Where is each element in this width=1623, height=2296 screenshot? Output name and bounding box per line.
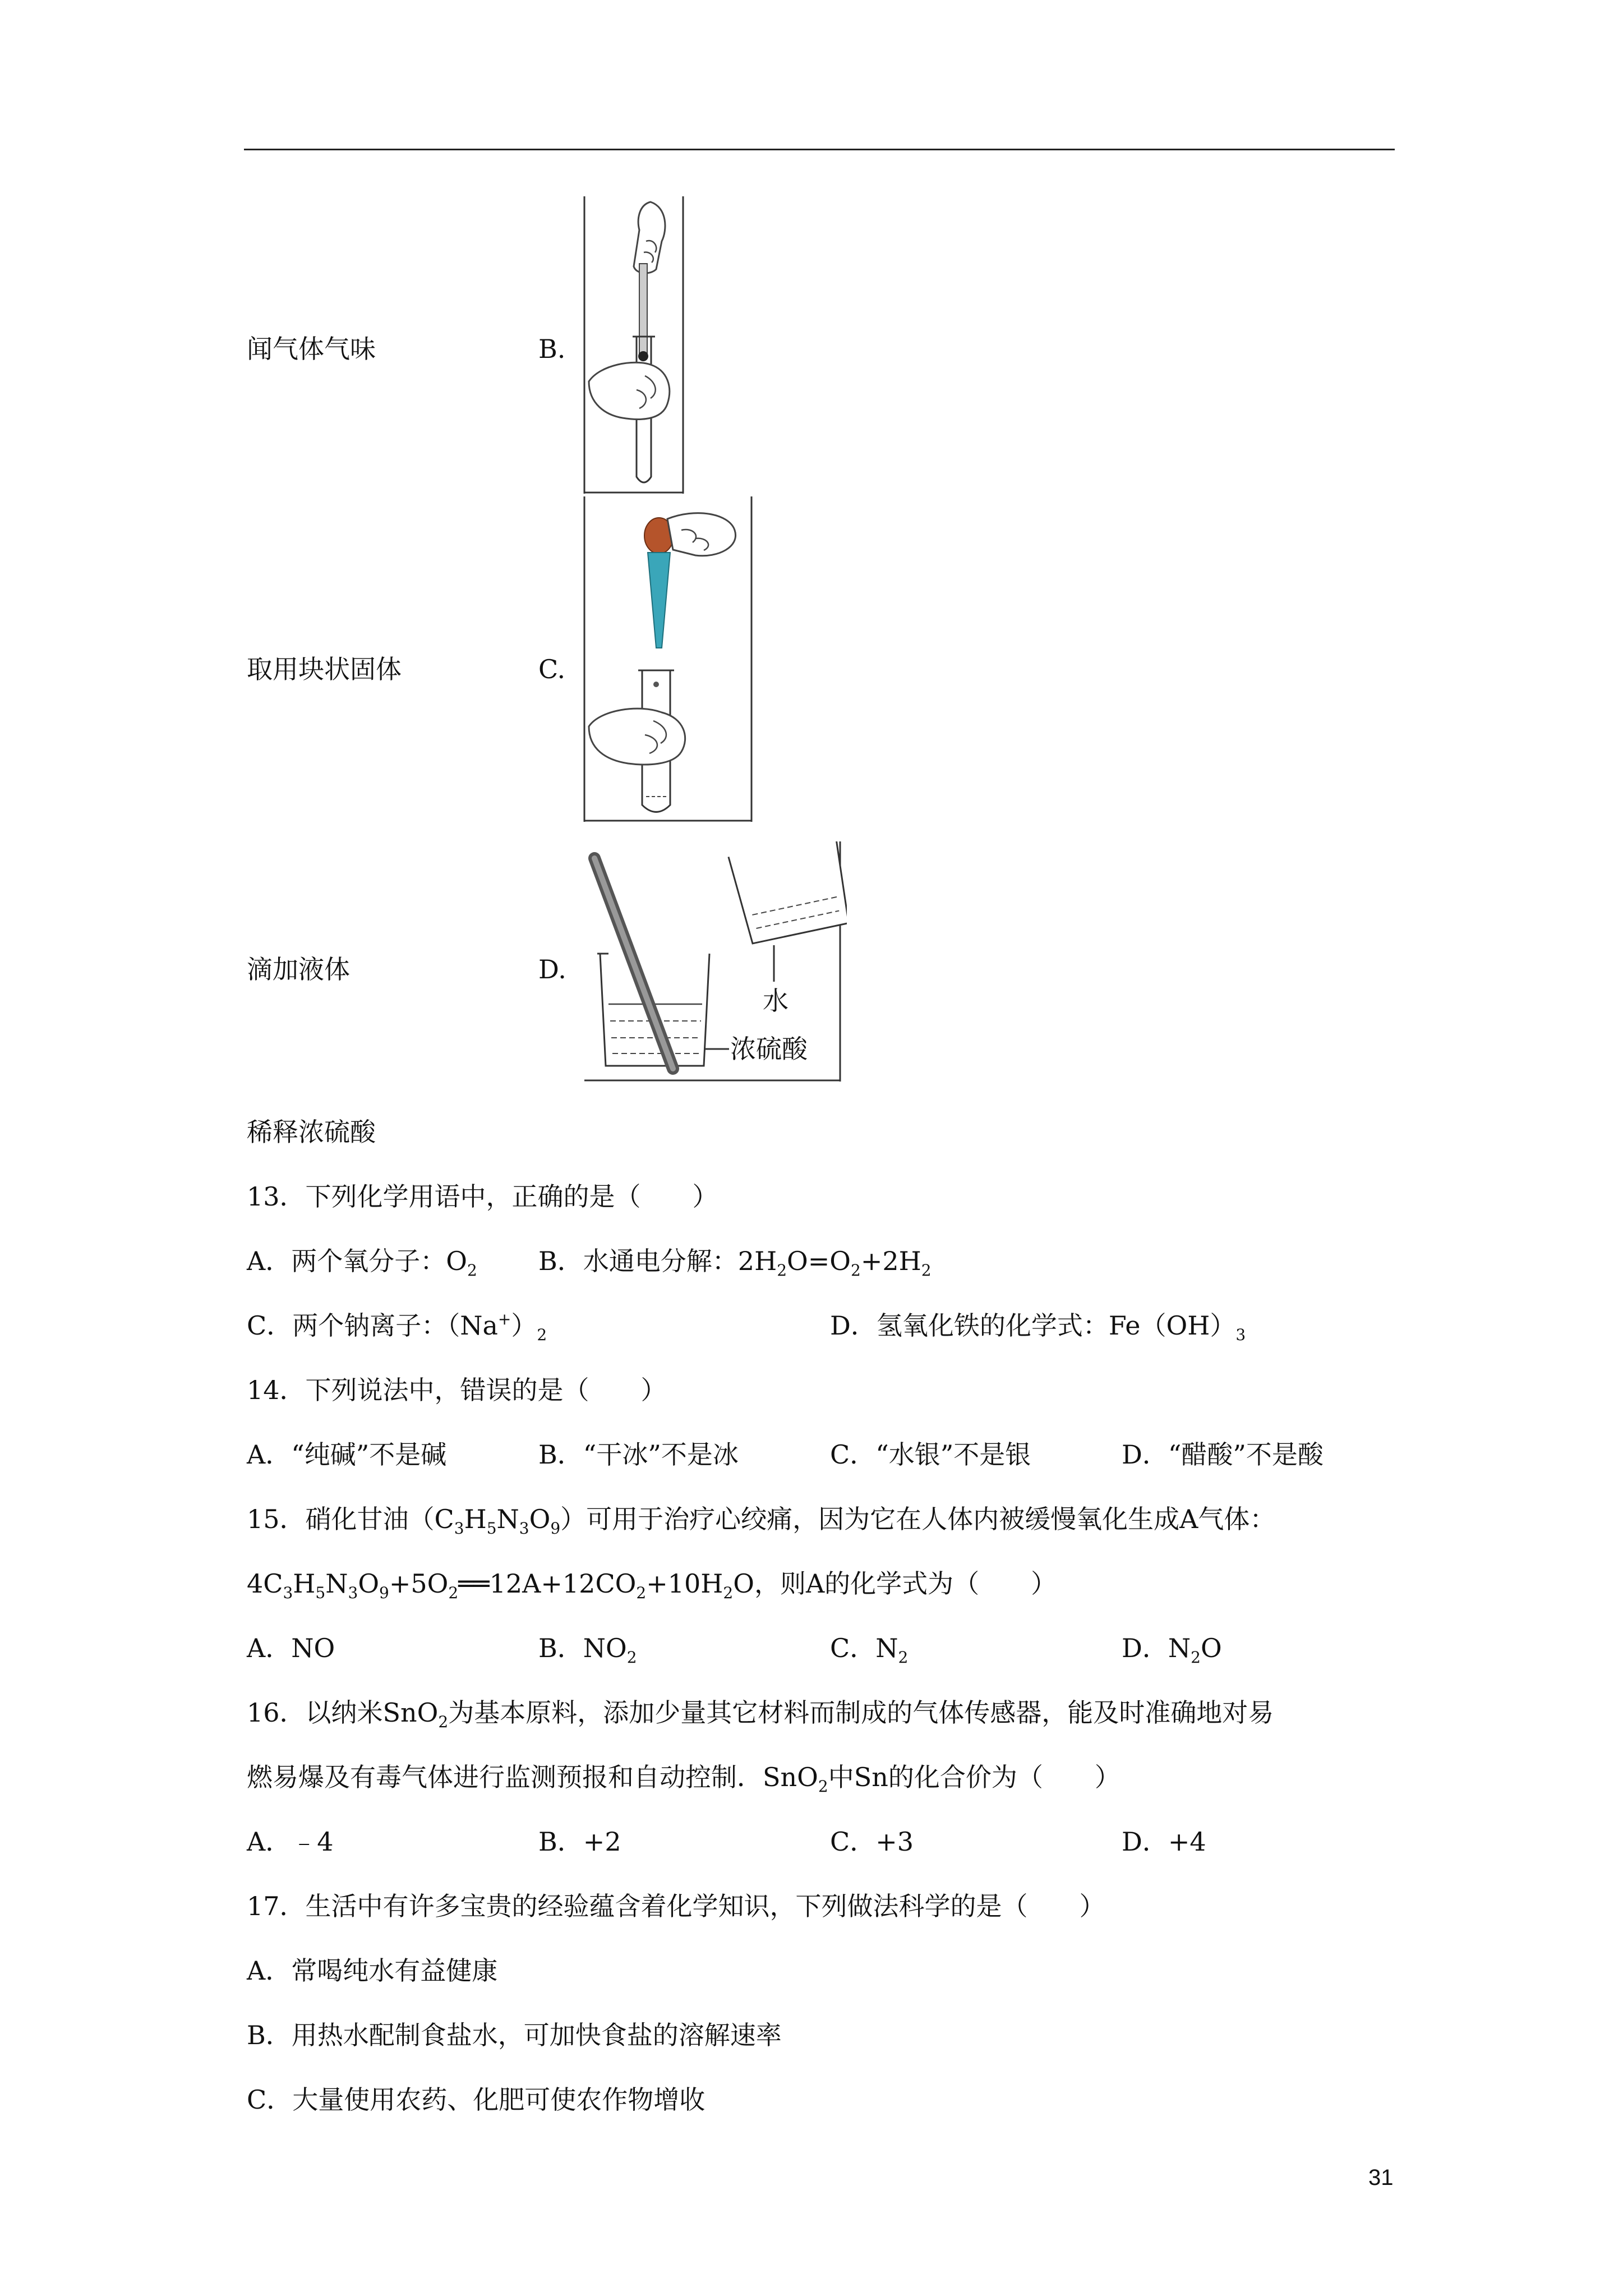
q16-option-a: A．﹣4 (247, 1826, 334, 1857)
q16-option-d: D．+4 (1122, 1826, 1206, 1857)
page-number: 31 (1368, 2165, 1394, 2190)
q17-option-a: A．常喝纯水有益健康 (247, 1955, 498, 1986)
q13-option-b: B．水通电分解：$2H_2O=O_2+2H_2$ (538, 1246, 932, 1280)
q15-stem: 15．硝化甘油$(C_3H_5N_3O_9)$可用于治疗心绞痛，因为它在人体内被缓慢氧化生成A气体： (247, 1504, 1276, 1538)
q15-option-a: A．NO (247, 1633, 335, 1663)
q14-option-c: C．“水银”不是银 (830, 1439, 1031, 1470)
q17-stem: 17．生活中有许多宝贵的经验蕴含着化学知识，下列做法科学的是（ ） (247, 1891, 1105, 1921)
q13-stem: 13．下列化学用语中，正确的是（ ） (247, 1181, 718, 1212)
row-d-letter: D. (538, 954, 566, 984)
header-rule (244, 149, 1395, 150)
label-concentrated-sulfuric-acid: 浓硫酸 (730, 1034, 808, 1064)
q15-option-d: D．$N_2O$ (1122, 1633, 1222, 1667)
row-d-left-text: 滴加液体 (247, 954, 350, 984)
q16-option-c: C．+3 (830, 1826, 914, 1857)
q17-option-b: B．用热水配制食盐水，可加快食盐的溶解速率 (247, 2020, 782, 2050)
row-c-letter: C. (538, 654, 566, 684)
row-b-letter: B. (538, 334, 566, 364)
q13-option-c: C．两个钠离子：$(Na^+)_2$ (247, 1310, 547, 1344)
q14-option-a: A．“纯碱”不是碱 (247, 1439, 447, 1470)
q14-option-b: B．“干冰”不是冰 (538, 1439, 739, 1470)
q14-option-d: D．“醋酸”不是酸 (1122, 1439, 1324, 1470)
row-c-left-text: 取用块状固体 (247, 654, 402, 684)
q16-stem-line2: 燃易爆及有毒气体进行监测预报和自动控制．SnO$_2$中Sn的化合价为（ ） (247, 1762, 1121, 1796)
figure-d-dilute-acid (583, 841, 847, 1083)
q17-option-c: C．大量使用农药、化肥可使农作物增收 (247, 2085, 706, 2115)
q15-option-b: B．$NO_2$ (538, 1633, 637, 1667)
q16-option-b: B．+2 (538, 1826, 621, 1857)
figure-d-caption: 稀释浓硫酸 (247, 1117, 376, 1147)
q13-option-d: D．氢氧化铁的化学式：$Fe(OH)_3$ (830, 1310, 1246, 1344)
q14-stem: 14．下列说法中，错误的是（ ） (247, 1375, 667, 1405)
figure-c-dropper (583, 496, 757, 822)
row-b-left-text: 闻气体气味 (247, 334, 376, 364)
q15-equation: $4C_3H_5N_3O_9+5O_2══12A+12CO_2+10H_2O$，则A的化学式为（ ） (247, 1568, 1057, 1602)
figure-b-test-tube-smell (583, 196, 690, 494)
q16-stem-line1: 16．以纳米SnO$_2$为基本原料，添加少量其它材料而制成的气体传感器，能及时准确地对易 (247, 1697, 1274, 1731)
q13-option-a: A．两个氧分子：$O_2$ (247, 1246, 477, 1280)
label-water: 水 (763, 986, 789, 1016)
q15-option-c: C．$N_2$ (830, 1633, 909, 1667)
